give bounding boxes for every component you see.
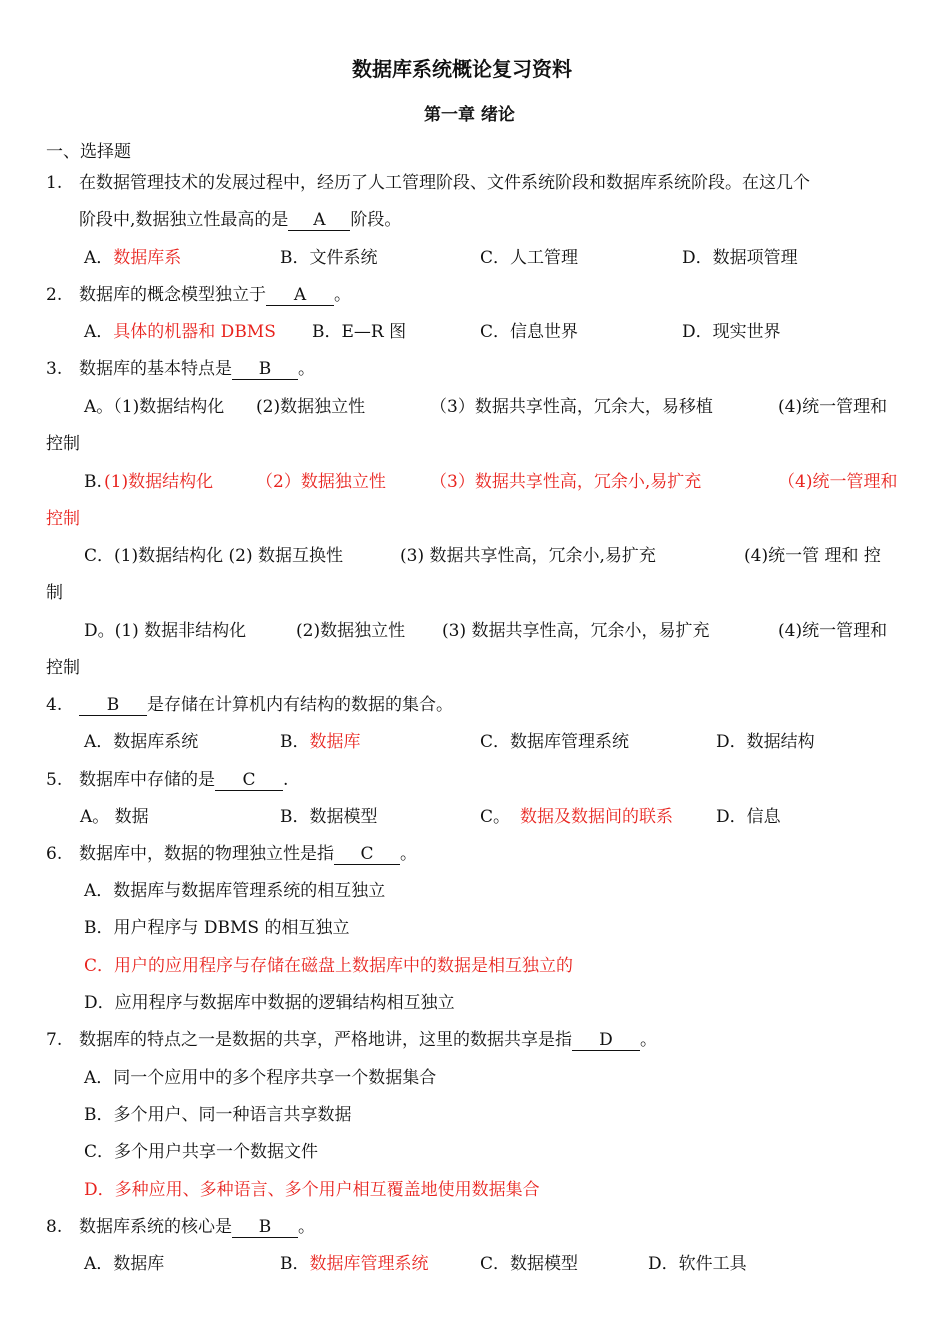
answer-blank: A [266,285,334,306]
question-text [79,843,417,865]
section-heading: 一、选择题 [46,142,131,162]
question-text: 在数据管理技术的发展过程中，经历了人工管理阶段、文件系统阶段和数据库系统阶段。在这几个 [79,173,810,193]
question-number: 4. [46,695,63,715]
question-text-post: 。 [400,844,417,864]
question-text [79,694,453,716]
question-text [79,1029,657,1051]
answer-blank: A [288,210,350,231]
option-a: A．同一个应用中的多个程序共享一个数据集合 [84,1068,437,1088]
option-d: D．数据结构 [716,732,815,752]
option-b [280,1253,429,1275]
question-number: 8. [46,1217,63,1237]
correct-option-part4: （4)统一管理和 [778,472,898,492]
option-d-part4: (4)统一管理和 [778,621,888,641]
option-d-part3: (3) 数据共享性高，冗余小，易扩充 [442,621,710,641]
option-d: D．数据项管理 [682,248,798,268]
option-c: C．人工管理 [480,248,579,268]
option-d: D．应用程序与数据库中数据的逻辑结构相互独立 [84,993,455,1013]
question-number: 2. [46,285,63,305]
question-number: 6. [46,844,63,864]
answer-blank: B [79,695,147,716]
question-text-post: 。 [334,285,351,305]
correct-option: 数据库管理系统 [309,1254,429,1274]
option-c: C．数据模型 [480,1254,579,1274]
question-text [79,358,315,380]
option-a [84,247,181,269]
answer-blank: C [215,770,283,791]
option-a: A．数据库系统 [84,732,199,752]
correct-option: 用户的应用程序与存储在磁盘上数据库中的数据是相互独立的 [114,956,574,976]
question-number: 1. [46,173,63,193]
correct-option-part2: （2）数据独立性 [256,472,386,492]
question-text: 阶段。 [350,210,402,230]
option-a [84,321,276,343]
question-text-post: . [283,770,289,790]
correct-option: 具体的机器和 DBMS [113,322,276,342]
option-a-cont: 控制 [46,434,80,454]
doc-title: 数据库系统概论复习资料 [352,57,572,81]
option-a: A．数据库与数据库管理系统的相互独立 [84,881,386,901]
answer-blank: B [232,359,298,380]
correct-option-part1: (1)数据结构化 [104,472,214,492]
correct-option: 数据库 [309,732,361,752]
answer-blank: C [334,844,400,865]
question-text-pre: 数据库的特点之一是数据的共享，严格地讲，这里的数据共享是指 [79,1030,572,1050]
option-a-part4: (4)统一管理和 [778,397,888,417]
option-b-label: B. [84,472,102,492]
option-a-part2: (2)数据独立性 [256,397,366,417]
question-1-line2 [79,209,401,231]
question-text-post: 。 [298,1217,315,1237]
option-d-cont: 控制 [46,658,80,678]
question-text-pre: 数据库中存储的是 [79,770,215,790]
correct-option: 多种应用、多种语言、多个用户相互覆盖地使用数据集合 [114,1180,540,1200]
question-text [79,284,351,306]
option-d: D．软件工具 [648,1254,747,1274]
question-text: 阶段中,数据独立性最高的是 [79,210,289,230]
question-text-post: 。 [640,1030,657,1050]
option-a: A。 数据 [80,807,149,827]
option-a-part1: A。（1)数据结构化 [84,397,225,417]
option-label: B． [280,1254,310,1274]
option-c: C．信息世界 [480,322,579,342]
question-text [79,769,288,791]
option-c: C．数据库管理系统 [480,732,630,752]
option-d: D．信息 [716,807,781,827]
correct-option-cont: 控制 [46,509,80,529]
option-c-label: C。 [480,807,511,827]
option-c [84,955,573,977]
question-text-pre: 数据库系统的核心是 [79,1217,232,1237]
option-b: B．数据模型 [280,807,378,827]
correct-option-part3: （3）数据共享性高，冗余小,易扩充 [430,472,702,492]
option-b [280,731,361,753]
option-b: B．多个用户、同一种语言共享数据 [84,1105,352,1125]
option-c-cont: 制 [46,583,63,603]
chapter-heading: 第一章 绪论 [424,105,515,125]
option-d-part1: D。(1) 数据非结构化 [84,621,247,641]
question-text-post: 。 [298,359,315,379]
option-b: B．文件系统 [280,248,378,268]
question-text-pre: 数据库的基本特点是 [79,359,232,379]
answer-blank: B [232,1217,298,1238]
question-text-pre: 数据库中，数据的物理独立性是指 [79,844,334,864]
correct-option: 数据及数据间的联系 [520,807,673,827]
question-text-pre: 数据库的概念模型独立于 [79,285,266,305]
question-number: 5. [46,770,63,790]
option-d-part2: (2)数据独立性 [296,621,406,641]
option-label: B． [280,732,310,752]
correct-option: 数据库系 [113,248,182,268]
answer-blank: D [572,1030,640,1051]
question-text-post: 是存储在计算机内有结构的数据的集合。 [147,695,453,715]
option-a: A．数据库 [84,1254,165,1274]
option-d: D．现实世界 [682,322,781,342]
option-a-part3: （3）数据共享性高，冗余大，易移植 [430,397,713,417]
question-number: 3. [46,359,63,379]
option-label: C． [84,956,115,976]
option-label: A． [84,322,114,342]
option-c-part1: C．(1)数据结构化 (2) 数据互换性 [84,546,343,566]
option-c-part3: (4)统一管 理和 控 [744,546,881,566]
option-b: B．E—R 图 [312,322,407,342]
option-c-part2: (3) 数据共享性高，冗余小,易扩充 [400,546,656,566]
option-b: B．用户程序与 DBMS 的相互独立 [84,918,350,938]
question-text [79,1216,315,1238]
option-label: D． [84,1180,115,1200]
question-number: 7. [46,1030,63,1050]
option-c: C．多个用户共享一个数据文件 [84,1142,319,1162]
option-label: A． [84,248,114,268]
option-d [84,1179,540,1201]
